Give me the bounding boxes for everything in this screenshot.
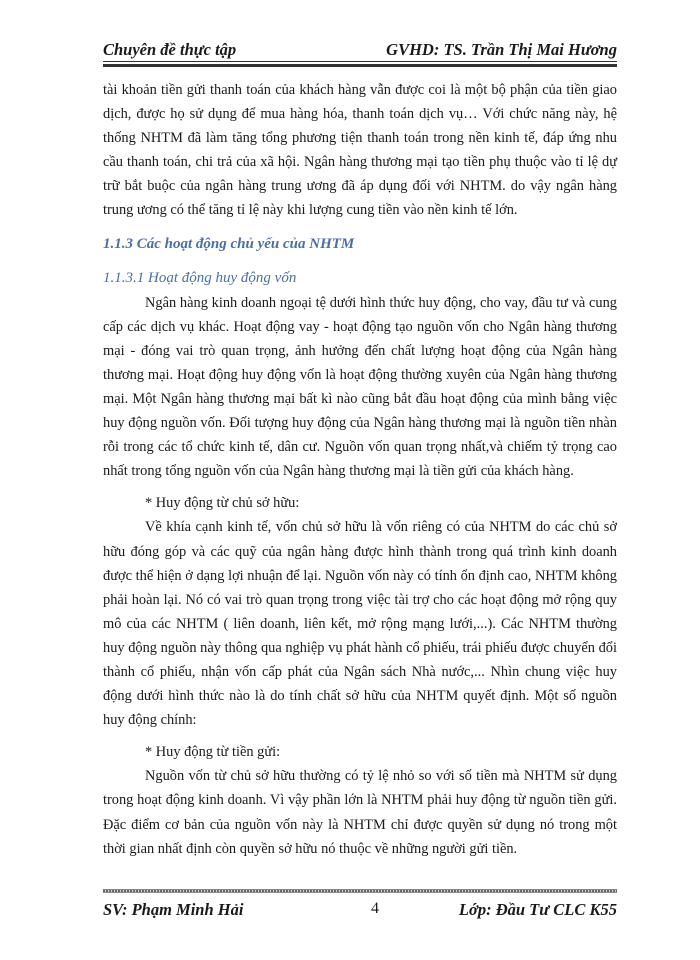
paragraph-deposits: Nguồn vốn từ chủ sở hữu thường có tỷ lệ nhỏ so với số tiền mà NHTM sử dụng trong hoạt động kinh doanh. Vì vậy phần lớn là NHTM phải huy động từ nguồn tiền gửi. Đặc điểm cơ bản của nguồn vốn này là NHTM chỉ được quyền sử dụng nó trong một thời gian nhất định còn quyền sở hữu nó thuộc về những người gửi tiền. bbox=[103, 768, 617, 857]
bullet-deposits: * Huy động từ tiền gửi: bbox=[145, 744, 281, 761]
header-divider bbox=[103, 61, 617, 67]
section-heading: 1.1.3 Các hoạt động chủ yếu của NHTM bbox=[103, 235, 355, 252]
subsection-heading: 1.1.3.1 Hoạt động huy động vốn bbox=[103, 269, 297, 286]
page-body bbox=[103, 78, 617, 861]
header-advisor: GVHD: TS. Trần Thị Mai Hương bbox=[386, 40, 617, 59]
footer-class: Lớp: Đầu Tư CLC K55 bbox=[458, 900, 617, 919]
footer-student: SV: Phạm Minh Hải bbox=[103, 900, 244, 919]
paragraph-owner-capital: Về khía cạnh kinh tế, vốn chủ sở hữu là vốn riêng có của NHTM do các chủ sở hữu đóng góp và các quỹ của ngân hàng được hình thành trong quá trình kinh doanh được thể hiện ở dạng lợi nhuận để lại. Nguồn vốn này có tính ổn định cao, NHTM không phải hoàn lại. Nó có vai trò quan trọng trong việc tài trợ cho các hoạt động mở rộng quy mô của các NHTM ( liên doanh, liên kết, mở rộng mạng lưới,...). Các NHTM thường huy động nguồn này thông qua nghiệp vụ phát hành cổ phiếu, trái phiếu được chuyển đổi thành cổ phiếu, nhận vốn cấp phát của Ngân sách Nhà nước,... Nhìn chung việc huy động dưới hình thức nào là do tính chất sở hữu của NHTM quyết định. Một số nguồn huy động chính: bbox=[103, 519, 617, 729]
footer-divider bbox=[103, 889, 617, 893]
paragraph-mobilization: Ngân hàng kinh doanh ngoại tệ dưới hình thức huy động, cho vay, đầu tư và cung cấp các dịch vụ khác. Hoạt động vay - hoạt động tạo nguồn vốn cho Ngân hàng thương mại - đóng vai trò quan trọng, ảnh hưởng đến chất lượng hoạt động của Ngân hàng thương mại. Hoạt động huy động vốn là hoạt động thường xuyên của Ngân hàng thương mại. Một Ngân hàng thương mại bất kì nào cũng bắt đầu hoạt động của mình bằng việc huy động nguồn vốn. Đối tượng huy động của Ngân hàng thương mại là nguồn tiền nhàn rỗi trong các tổ chức kinh tế, dân cư. Nguồn vốn quan trọng nhất,và chiếm tỷ trọng cao nhất trong tổng nguồn vốn của Ngân hàng thương mại là tiền gửi của khách hàng. bbox=[103, 294, 617, 480]
header-course-title: Chuyên đề thực tập bbox=[103, 40, 237, 59]
page-footer bbox=[103, 900, 617, 922]
paragraph-intro: tài khoản tiền gửi thanh toán của khách hàng vẫn được coi là một bộ phận của tiền giao dịch, được họ sử dụng để mua hàng hóa, thanh toán dịch vụ… Với chức năng này, hệ thống NHTM đã làm tăng tổng phương tiện thanh toán trong nền kinh tế, đáp ứng nhu cầu thanh toán, chi trả của xã hội. Ngân hàng thương mại tạo tiền phụ thuộc vào tỉ lệ dự trữ bắt buộc của ngân hàng trung ương đã áp dụng đối với NHTM. do vậy ngân hàng trung ương có thể tăng tỉ lệ này khi lượng cung tiền vào nền kinh tế lớn. bbox=[103, 82, 617, 219]
page-number: 4 bbox=[371, 900, 379, 917]
bullet-owner-capital: * Huy động từ chủ sở hữu: bbox=[145, 495, 300, 512]
